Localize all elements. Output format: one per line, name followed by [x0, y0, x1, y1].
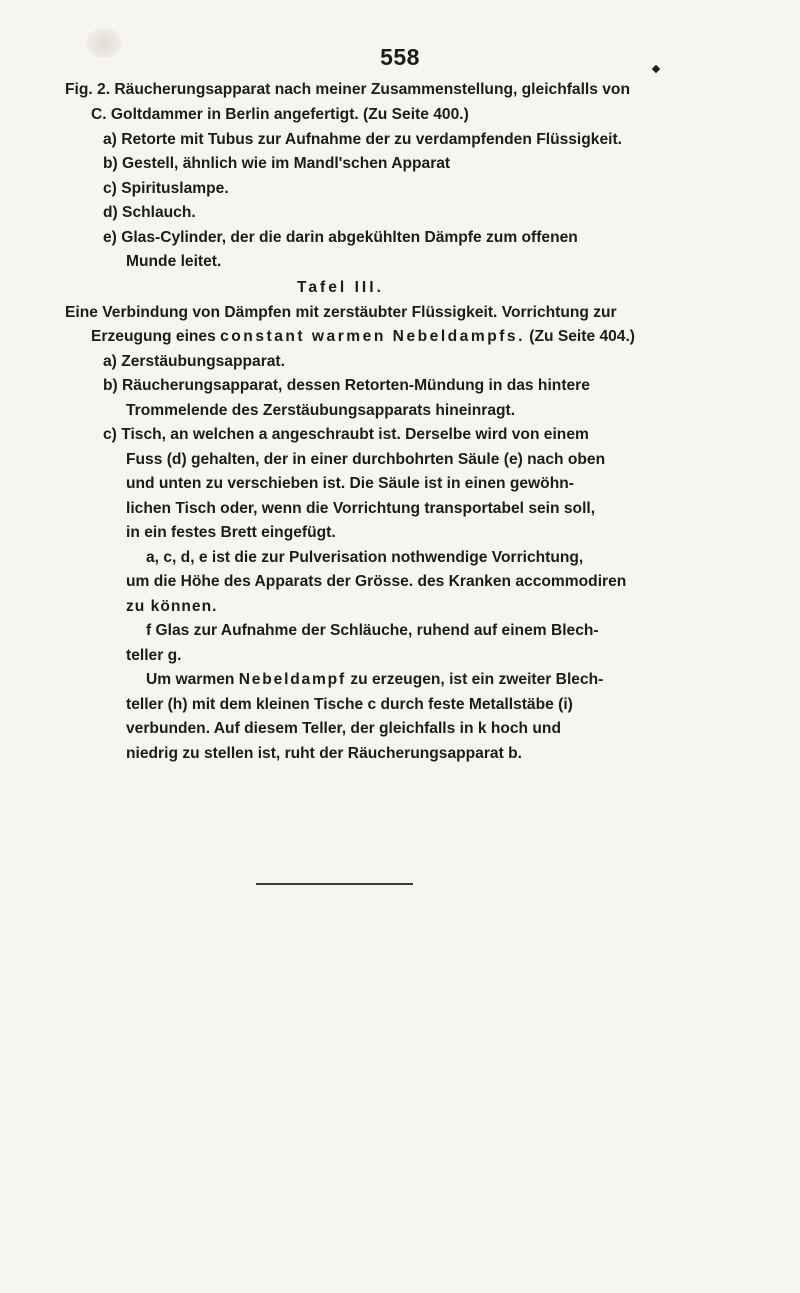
tafel-item-a: a) Zerstäubungsapparat. [103, 353, 285, 370]
fig2-item-e-line-1: e) Glas-Cylinder, der die darin abgekühlten Dämpfe zum offenen [103, 229, 578, 246]
section-divider [256, 883, 413, 885]
tafel-intro-reference: (Zu Seite 404.) [524, 328, 635, 345]
tafel-item-c-line-4: lichen Tisch oder, wenn die Vorrichtung transportabel sein soll, [126, 500, 596, 517]
fig2-item-e-line-2: Munde leitet. [126, 253, 222, 270]
tafel-nebel-text-end: zu erzeugen, ist ein zweiter Blech- [345, 671, 604, 688]
tafel-item-c-line-1: c) Tisch, an welchen a angeschraubt ist. Derselbe wird von einem [103, 426, 589, 443]
tafel-item-b-line-1: b) Räucherungsapparat, dessen Retorten-Mündung in das hintere [103, 377, 590, 394]
tafel-intro-line-2 [91, 325, 635, 350]
tafel-intro-emphasis: constant warmen Nebeldampfs. [220, 328, 525, 345]
page-number: 558 [380, 44, 420, 70]
fig2-item-c: c) Spirituslampe. [103, 180, 229, 197]
tafel-item-c-line-3: und unten zu verschieben ist. Die Säule ist in einen gewöhn- [126, 475, 574, 492]
tafel-item-f-line-2: teller g. [126, 647, 182, 664]
fig2-item-b: b) Gestell, ähnlich wie im Mandl'schen Apparat [103, 155, 451, 172]
tafel-para-line-2: um die Höhe des Apparats der Grösse. des Kranken accommodiren [126, 573, 627, 590]
fig2-item-d: d) Schlauch. [103, 204, 196, 221]
tafel-intro-line-1: Eine Verbindung von Dämpfen mit zerstäubter Flüssigkeit. Vorrichtung zur [65, 304, 617, 321]
tafel-item-f-line-1: f Glas zur Aufnahme der Schläuche, ruhend auf einem Blech- [146, 622, 599, 639]
tafel-intro-text: Erzeugung eines [91, 328, 221, 345]
tafel-nebel-text: Um warmen [146, 671, 239, 688]
tafel-para-line-3: zu können. [126, 598, 218, 615]
tafel-nebel-emphasis: Nebeldampf [238, 671, 346, 688]
tafel-nebel-line-3: verbunden. Auf diesem Teller, der gleichfalls in k hoch und [126, 720, 561, 737]
tafel-heading: Tafel III. [297, 279, 384, 296]
tafel-item-c-line-2: Fuss (d) gehalten, der in einer durchbohrten Säule (e) nach oben [126, 451, 606, 468]
tafel-nebel-line-1 [146, 668, 603, 693]
tafel-nebel-line-4: niedrig zu stellen ist, ruht der Räucherungsapparat b. [126, 745, 522, 762]
tafel-para-line-1: a, c, d, e ist die zur Pulverisation nothwendige Vorrichtung, [146, 549, 584, 566]
fig2-caption-line-1: Fig. 2. Räucherungsapparat nach meiner Zusammenstellung, gleichfalls von [65, 81, 630, 98]
tafel-item-b-line-2: Trommelende des Zerstäubungsapparats hineinragt. [126, 402, 516, 419]
tafel-nebel-line-2: teller (h) mit dem kleinen Tische c durch feste Metallstäbe (i) [126, 696, 573, 713]
fig2-caption-line-2: C. Goltdammer in Berlin angefertigt. (Zu Seite 400.) [91, 106, 469, 123]
fig2-item-a: a) Retorte mit Tubus zur Aufnahme der zu verdampfenden Flüssigkeit. [103, 131, 622, 148]
tafel-item-c-line-5: in ein festes Brett eingefügt. [126, 524, 336, 541]
